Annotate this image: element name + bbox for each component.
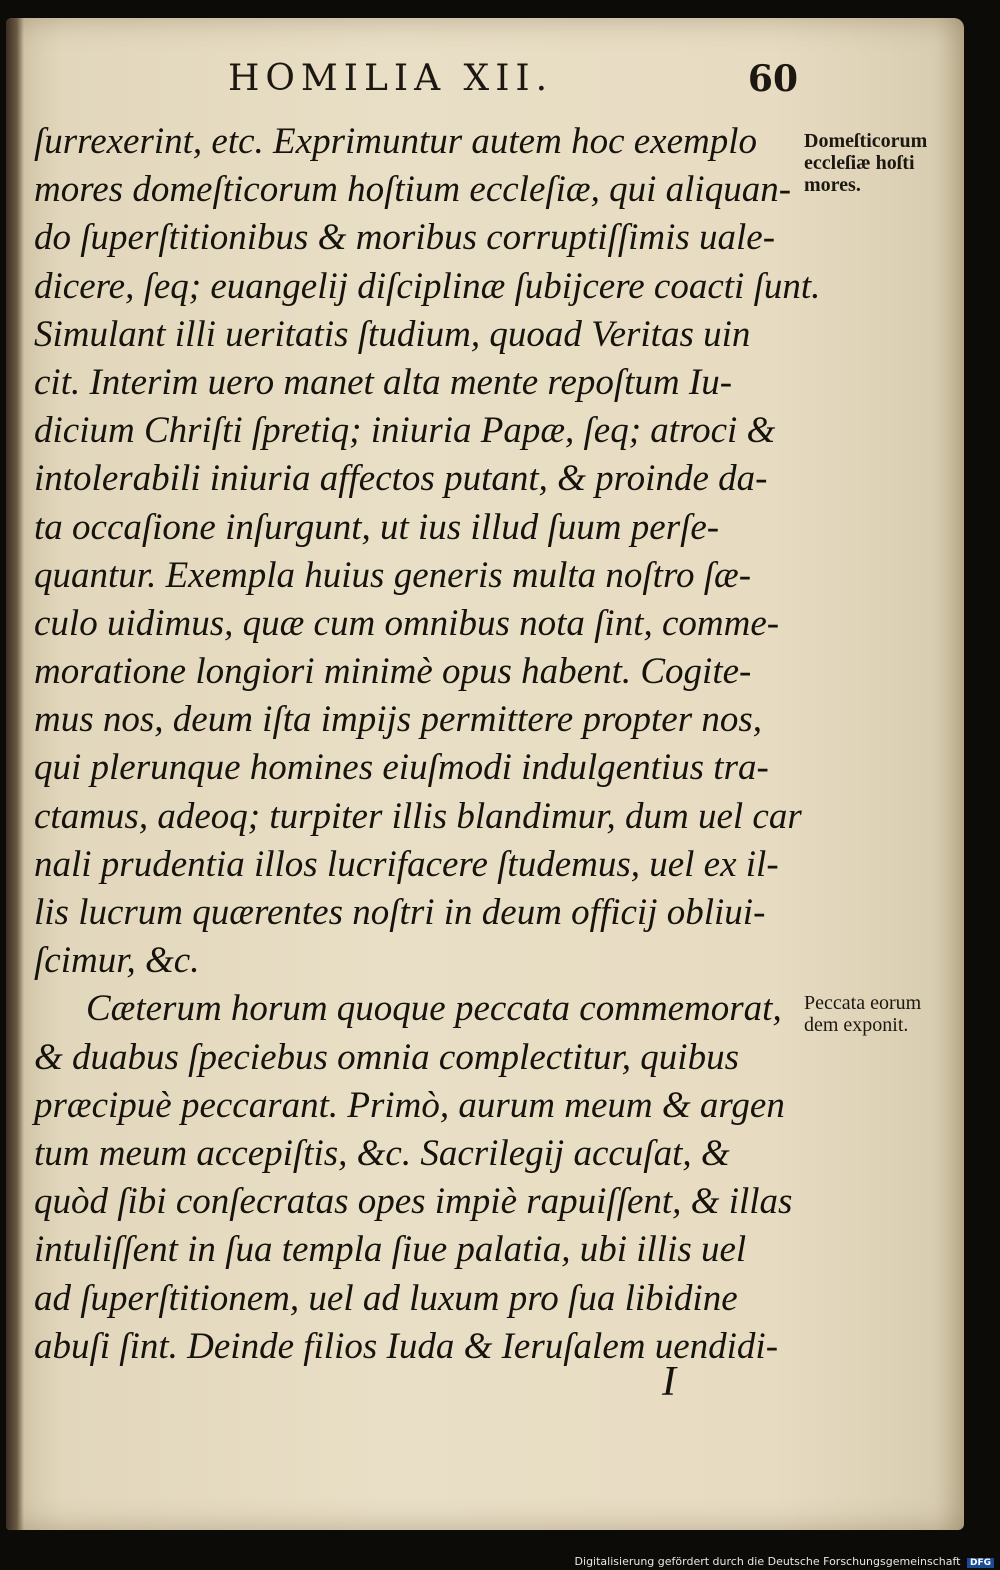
text-line: lis lucrum quærentes noſtri in deum officij obliui- [34, 892, 766, 933]
digitization-credit [575, 1555, 994, 1568]
book-spine [6, 18, 24, 1530]
margin-note-peccata [804, 992, 964, 1036]
text-line: dicere, ſeq; euangelij diſciplinæ ſubijcere coacti ſunt. [34, 265, 821, 307]
text-line: qui plerunque homines eiuſmodi indulgentius tra- [34, 747, 769, 789]
text-line: moratione longiori minimè opus habent. Cogite- [34, 651, 752, 693]
text-line: intuliſſent in ſua templa ſiue palatia, ubi illis uel [34, 1229, 747, 1271]
margin-note-line: mores. [804, 174, 861, 196]
text-line: Simulant illi ueritatis ſtudium, quoad Veritas uin [34, 313, 751, 355]
text-line: intolerabili iniuria affectos putant, & proinde da- [34, 458, 768, 500]
text-line: ad ſuperſtitionem, uel ad luxum pro ſua libidine [34, 1277, 738, 1319]
text-line: præcipuè peccarant. Primò, aurum meum & argen [34, 1084, 785, 1126]
margin-note-line: Domeſticorum [804, 130, 928, 152]
text-line: cit. Interim uero manet alta mente repoſtum Iu- [34, 361, 733, 403]
text-line: culo uidimus, quæ cum omnibus nota ſint, comme- [34, 602, 780, 644]
text-line: mores domeſticorum hoſtium eccleſiæ, qui aliquan- [34, 169, 792, 211]
credit-text: Digitalisierung gefördert durch die Deutsche Forschungsgemeinschaft [574, 1555, 961, 1568]
text-line: quantur. Exempla huius generis multa noſtro ſæ- [34, 554, 752, 596]
text-line: mus nos, deum iſta impijs permittere propter nos, [34, 699, 762, 741]
text-line: ctamus, adeoq; turpiter illis blandimur, dum uel car [34, 795, 802, 837]
text-line: do ſuperſtitionibus & moribus corruptiſſimis uale- [34, 217, 776, 259]
text-line: ſurrexerint, etc. Exprimuntur autem hoc exemplo [34, 121, 758, 162]
margin-note-domestici [804, 130, 964, 196]
text-line: dicium Chriſti ſpretiq; iniuria Papæ, ſeq; atroci & [34, 410, 776, 452]
text-line: ta occaſione inſurgunt, ut ius illud ſuum perſe- [34, 506, 720, 548]
text-line: abuſi ſint. Deinde filios Iuda & Ieruſalem uendidi- [34, 1325, 779, 1367]
text-line: quòd ſibi conſecratas opes impiè rapuiſſent, & illas [34, 1181, 793, 1223]
catchword: I [662, 1359, 676, 1405]
text-line: nali prudentia illos lucrifacere ſtudemus, uel ex il- [34, 843, 779, 885]
dfg-logo: DFG [967, 1558, 994, 1568]
margin-note-line: Peccata eorum [804, 992, 922, 1014]
text-line: ſcimur, &c. [34, 940, 200, 982]
text-line: tum meum accepiſtis, &c. Sacrilegij accuſat, & [34, 1132, 730, 1174]
main-text-block [34, 118, 821, 1371]
header-title: HOMILIA XII. [228, 58, 554, 99]
margin-note-line: eccleſiæ hoſti [804, 152, 915, 174]
paragraph-start-line: Cæterum horum quoque peccata commemorat, [86, 988, 782, 1030]
page-number: 60 [747, 58, 798, 100]
margin-note-line: dem exponit. [804, 1014, 909, 1036]
running-header [228, 58, 798, 99]
text-line: & duabus ſpeciebus omnia complectitur, quibus [34, 1036, 739, 1078]
